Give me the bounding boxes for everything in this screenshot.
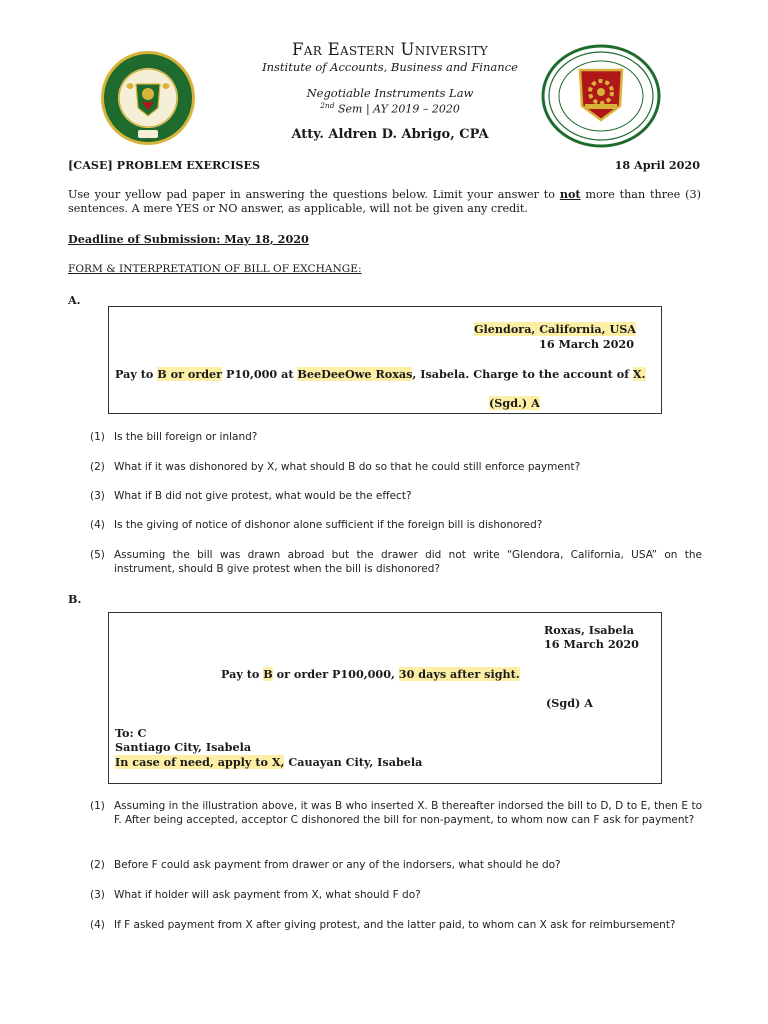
semester-line <box>220 101 560 116</box>
question-text: Before F could ask payment from drawer or any of the indorsers, what should he do? <box>114 859 561 871</box>
question-b4 <box>90 918 702 932</box>
professor-name: Atty. Aldren D. Abrigo, CPA <box>291 127 489 142</box>
bill-b-drawee-place: Santiago City, Isabela <box>115 740 252 754</box>
question-b3 <box>90 888 702 902</box>
bill-b-text-2: or order P100,000, <box>272 667 399 681</box>
bill-b-pay-line <box>221 667 520 681</box>
semester-suffix: nd <box>324 101 335 110</box>
university-name: Far Eastern University <box>292 40 488 59</box>
question-number: (1) <box>90 431 105 443</box>
bill-b-signature: (Sgd) A <box>546 696 593 710</box>
question-number: (2) <box>90 461 105 473</box>
bill-a-text-2: P10,000 at <box>222 367 298 381</box>
bill-a-signature <box>489 396 540 410</box>
question-text: Is the bill foreign or inland? <box>114 431 258 443</box>
question-number: (3) <box>90 490 105 502</box>
course-name: Negotiable Instruments Law <box>306 86 474 100</box>
question-text: What if holder will ask payment from X, what should F do? <box>114 889 421 901</box>
bill-a-place <box>474 322 636 336</box>
question-text: What if B did not give protest, what would be the effect? <box>114 490 412 502</box>
question-text: Is the giving of notice of dishonor alone sufficient if the foreign bill is dishonored? <box>114 519 543 531</box>
question-text: Assuming in the illustration above, it was B who inserted X. B thereafter indorsed the bill to D, D to E, then E to F. After being accepted, acceptor C dishonored the bill for non-payment, to whom now can F ask for payment? <box>114 800 702 826</box>
bill-b-referee-place: Cauayan City, Isabela <box>284 755 423 769</box>
question-number: (4) <box>90 919 105 931</box>
question-a4 <box>90 518 702 532</box>
question-text: Assuming the bill was drawn abroad but the drawer did not write “Glendora, California, USA” on the instrument, should B give protest when the bill is dishonored? <box>114 549 702 575</box>
question-a1 <box>90 430 702 444</box>
instructions <box>68 187 701 216</box>
bill-a-pay-line <box>115 367 646 381</box>
question-text: If F asked payment from X after giving protest, and the latter paid, to whom can X ask for reimbursement? <box>114 919 676 931</box>
document-date: 18 April 2020 <box>614 158 700 172</box>
question-number: (4) <box>90 519 105 531</box>
bill-b-text-1: Pay to <box>221 667 264 681</box>
question-text: What if it was dishonored by X, what should B do so that he could still enforce payment? <box>114 461 581 473</box>
bill-b-drawee: To: C <box>115 726 147 740</box>
institute-name: Institute of Accounts, Business and Finance <box>262 60 518 74</box>
question-number: (3) <box>90 889 105 901</box>
question-number: (1) <box>90 800 105 812</box>
part-b-label: B. <box>68 592 82 606</box>
question-a3 <box>90 489 702 503</box>
bill-b-maturity: 30 days after sight. <box>398 667 520 681</box>
bill-b-place: Roxas, Isabela <box>544 623 634 637</box>
instructions-emphasis: not <box>559 187 581 201</box>
question-a5 <box>90 548 702 576</box>
bill-a-drawee: X. <box>632 367 646 381</box>
bill-a-place-text: Glendora, California, USA <box>473 322 636 336</box>
bill-b-payee: B <box>263 667 273 681</box>
bill-a-text-3: , Isabela. Charge to the account of <box>412 367 633 381</box>
bill-a-payment-place: BeeDeeOwe Roxas <box>297 367 413 381</box>
bill-a-payee: B or order <box>157 367 223 381</box>
semester-year: Sem | AY 2019 – 2020 <box>334 102 460 116</box>
question-number: (2) <box>90 859 105 871</box>
bill-b-date: 16 March 2020 <box>544 637 639 651</box>
bill-b-referee: In case of need, apply to X, <box>115 755 285 769</box>
bill-a-date: 16 March 2020 <box>539 337 634 351</box>
semester-number: 2 <box>320 101 325 110</box>
bill-a-signature-text: (Sgd.) A <box>489 396 540 410</box>
question-a2 <box>90 460 702 474</box>
question-b2 <box>90 858 702 872</box>
part-a-label: A. <box>68 293 81 307</box>
document-title: [CASE] PROBLEM EXERCISES <box>68 158 261 172</box>
question-number: (5) <box>90 549 105 561</box>
instructions-part2: more than three (3) sentences. A mere YES or NO answer, as applicable, will not be given any credit. <box>68 188 701 215</box>
deadline: Deadline of Submission: May 18, 2020 <box>68 232 309 246</box>
bill-a-text-1: Pay to <box>115 367 158 381</box>
bill-b-referee-line <box>115 755 422 769</box>
section-title: FORM & INTERPRETATION OF BILL OF EXCHANGE: <box>68 263 362 275</box>
instructions-part1: Use your yellow pad paper in answering the questions below. Limit your answer to <box>68 188 560 201</box>
question-b1 <box>90 799 702 827</box>
feu-seal-logo <box>100 50 196 146</box>
